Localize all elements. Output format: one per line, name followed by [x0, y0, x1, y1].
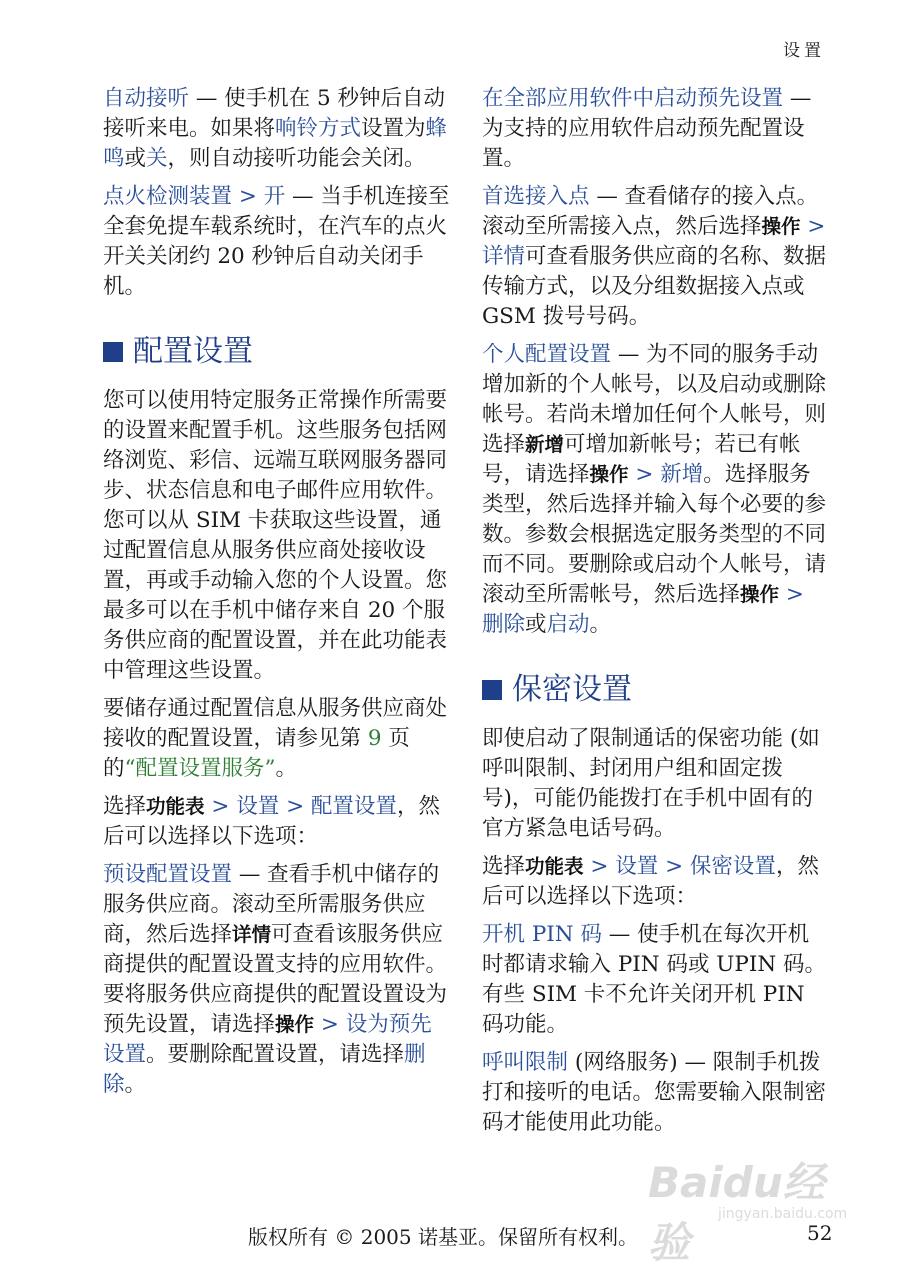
security-settings-heading: 保密设置: [482, 670, 830, 710]
activate-default-paragraph: 在全部应用软件中启动预先设置 — 为支持的应用软件启动预先配置设置。: [482, 86, 812, 171]
preferred-access-point-paragraph: 首选接入点 — 查看储存的接入点。滚动至所需接入点，然后选择操作 > 详情可查看服务供应商的名称、数据传输方式，以及分组数据接入点或 GSM 拨号号码。: [482, 184, 827, 329]
left-column: [103, 84, 451, 1108]
pin-code-term: 开机 PIN 码: [482, 922, 602, 947]
section-header: 设置: [783, 41, 825, 61]
baidu-url: jingyan.baidu.com: [718, 1206, 848, 1222]
default-config-term: 预设配置设置: [103, 862, 233, 887]
config-menu-path-paragraph: 选择功能表 > 设置 > 配置设置，然后可以选择以下选项：: [103, 794, 440, 849]
config-save-paragraph: 要储存通过配置信息从服务供应商处接收的配置设置，请参见第 9 页的“配置设置服务”。: [103, 696, 448, 781]
config-intro-paragraph: 您可以使用特定服务正常操作所需要的设置来配置手机。这些服务包括网络浏览、彩信、远端互联网服务器同步、状态信息和电子邮件应用软件。您可以从 SIM 卡获取这些设置，通过配置信息从服务供应商处接收设置，再或手动输入您的个人设置。您最多可以在手机中储存来自 20 个服务供应商的配置设置，并在此功能表中管理这些设置。: [103, 388, 448, 683]
auto-answer-paragraph: 自动接听 — 使手机在 5 秒钟后自动接听来电。如果将响铃方式设置为蜂鸣或关，则自动接听功能会关闭。: [103, 86, 448, 171]
activate-default-term: 在全部应用软件中启动预先设置: [482, 86, 784, 111]
pin-code-paragraph: 开机 PIN 码 — 使手机在每次开机时都请求输入 PIN 码或 UPIN 码。有些 SIM 卡不允许关闭开机 PIN 码功能。: [482, 922, 827, 1037]
default-config-paragraph: 预设配置设置 — 查看手机中储存的服务供应商。滚动至所需服务供应商，然后选择详情可查看该服务供应商提供的配置设置支持的应用软件。要将服务供应商提供的配置设置设为预先设置，请选择操作 > 设为预先设置。要删除配置设置，请选择删除。: [103, 862, 448, 1097]
page-ref-link[interactable]: 9: [367, 726, 382, 751]
security-menu-path-paragraph: 选择功能表 > 设置 > 保密设置，然后可以选择以下选项：: [482, 854, 819, 909]
call-barring-term: 呼叫限制: [482, 1050, 569, 1075]
call-barring-paragraph: 呼叫限制 (网络服务) — 限制手机拨打和接听的电话。您需要输入限制密码才能使用此功能。: [482, 1050, 827, 1135]
ignition-sensor-term: 点火检测装置: [103, 184, 233, 209]
personal-config-paragraph: 个人配置设置 — 为不同的服务手动增加新的个人帐号，以及启动或删除帐号。若尚未增加任何个人帐号，则选择新增可增加新帐号；若已有帐号，请选择操作 > 新增。选择服务类型，然后选择并输入每个必要的参数。参数会根据选定服务类型的不同而不同。要删除或启动个人帐号，请滚动至所需帐号，然后选择操作 > 删除或启动。: [482, 342, 827, 637]
right-column: [482, 84, 830, 1146]
auto-answer-term: 自动接听: [103, 86, 190, 111]
config-service-link[interactable]: “配置设置服务”: [124, 756, 276, 781]
heading-square-icon: [103, 342, 123, 362]
personal-config-term: 个人配置设置: [482, 342, 612, 367]
baidu-logo: Baidu经验: [648, 1158, 825, 1267]
security-intro-paragraph: 即使启动了限制通话的保密功能 (如呼叫限制、封闭用户组和固定拨号)，可能仍能拨打在手机中固有的官方紧急电话号码。: [482, 726, 820, 841]
heading-square-icon: [482, 680, 502, 700]
ignition-sensor-paragraph: 点火检测装置 > 开 — 当手机连接至全套免提车载系统时，在汽车的点火开关关闭约 20 秒钟后自动关闭手机。: [103, 184, 450, 299]
copyright-footer: 版权所有 © 2005 诺基亚。保留所有权利。: [248, 1225, 638, 1249]
preferred-access-point-term: 首选接入点: [482, 184, 590, 209]
config-settings-heading: 配置设置: [103, 332, 451, 372]
page-number: 52: [807, 1221, 833, 1245]
